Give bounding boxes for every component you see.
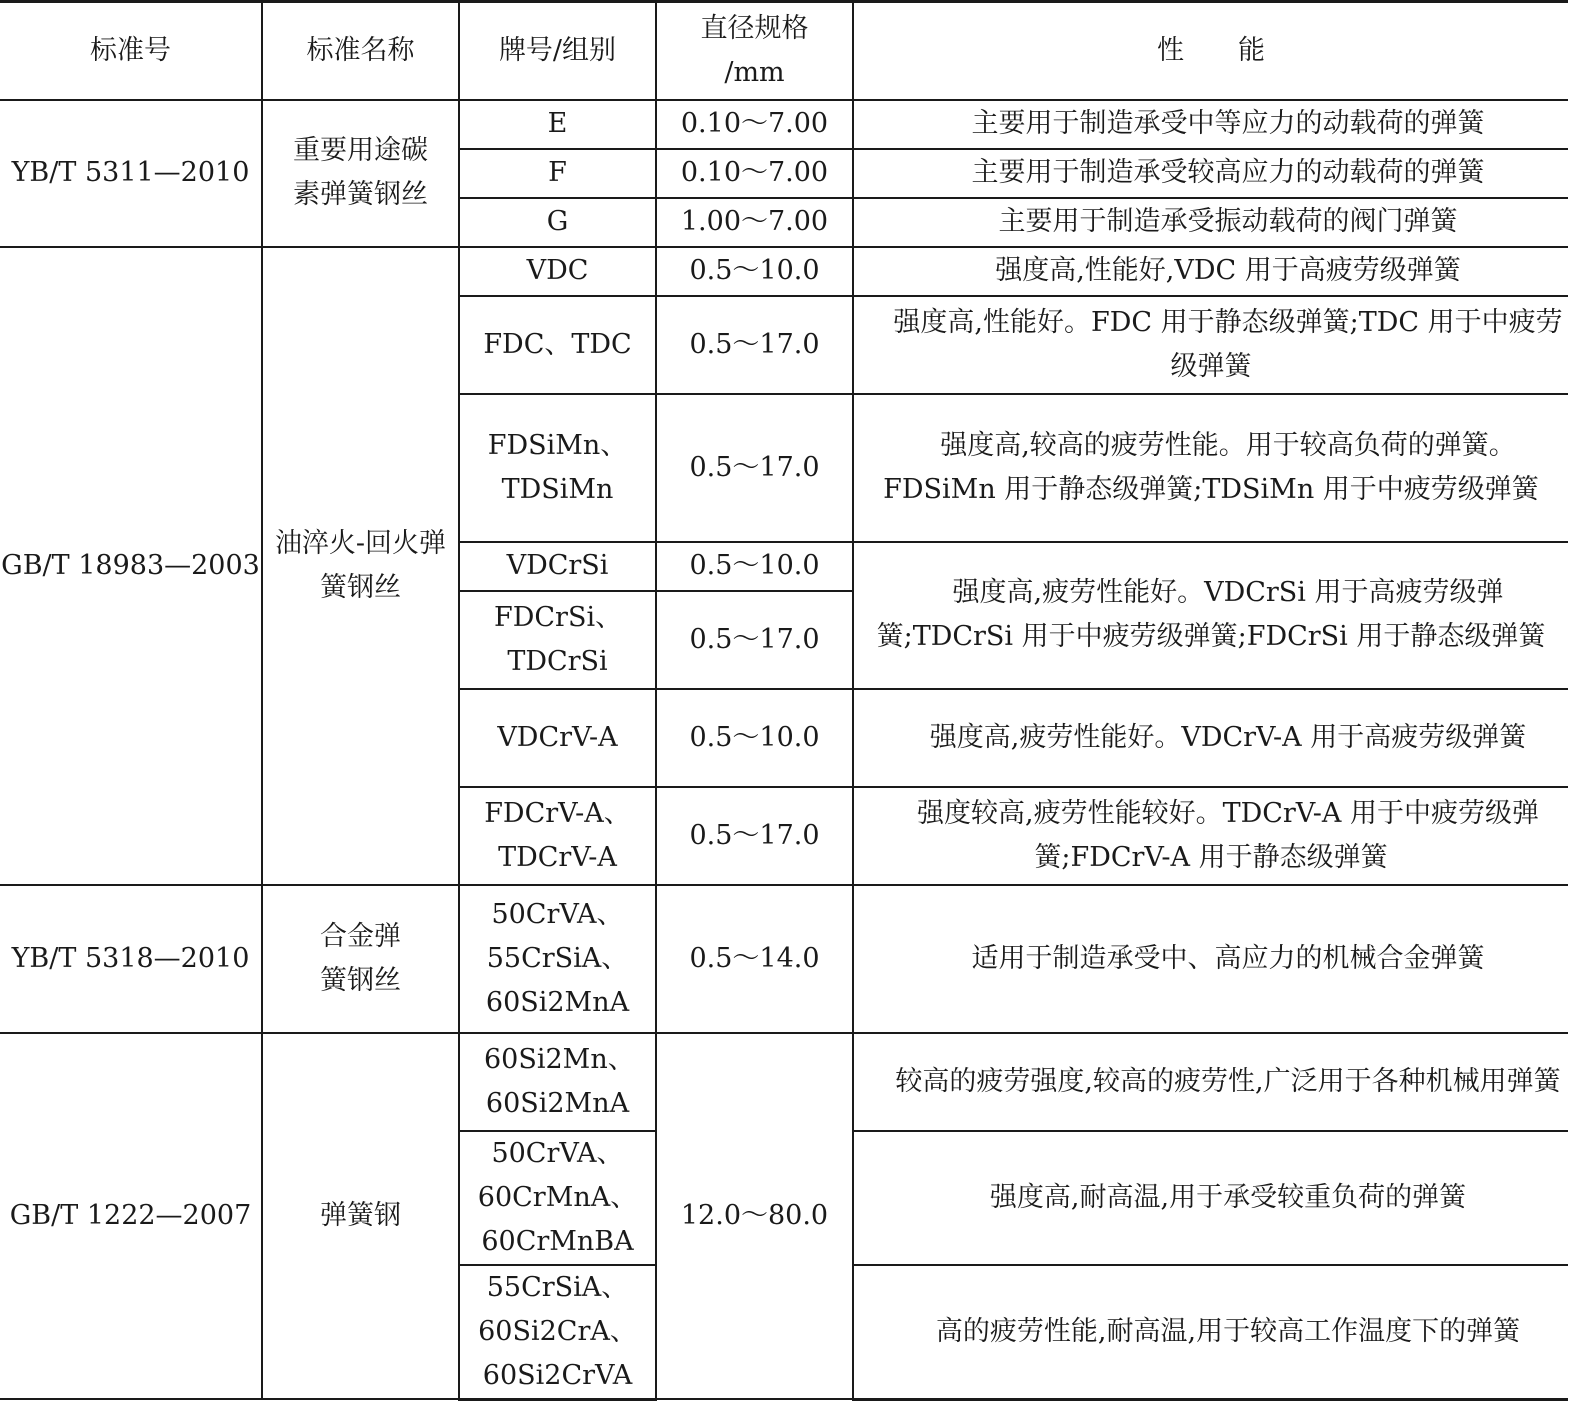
cell-grade: F [459, 149, 656, 198]
cell-performance: 强度高,性能好,VDC 用于高疲劳级弹簧 [853, 247, 1568, 296]
cell-performance: 主要用于制造承受中等应力的动载荷的弹簧 [853, 100, 1568, 149]
cell-diameter: 0.5～17.0 [656, 394, 853, 542]
cell-diameter: 12.0～80.0 [656, 1033, 853, 1400]
cell-performance: 较高的疲劳强度,较高的疲劳性,广泛用于各种机械用弹簧 [853, 1033, 1568, 1131]
cell-grade: VDCrSi [459, 542, 656, 591]
cell-grade: VDCrV-A [459, 689, 656, 787]
cell-performance: 强度较高,疲劳性能较好。TDCrV-A 用于中疲劳级弹簧;FDCrV-A 用于静态级弹簧 [853, 787, 1568, 885]
cell-standard-no: GB/T 18983—2003 [0, 247, 262, 885]
cell-performance: 主要用于制造承受较高应力的动载荷的弹簧 [853, 149, 1568, 198]
cell-performance: 强度高,耐高温,用于承受较重负荷的弹簧 [853, 1131, 1568, 1265]
table-row [0, 100, 1568, 149]
cell-performance: 主要用于制造承受振动载荷的阀门弹簧 [853, 198, 1568, 247]
cell-diameter: 0.5～10.0 [656, 542, 853, 591]
cell-grade: 50CrVA、55CrSiA、60Si2MnA [459, 885, 656, 1033]
cell-grade: FDSiMn、TDSiMn [459, 394, 656, 542]
cell-performance: 强度高,疲劳性能好。VDCrV-A 用于高疲劳级弹簧 [853, 689, 1568, 787]
table-header-row [0, 2, 1568, 100]
table-row [0, 247, 1568, 296]
cell-performance: 高的疲劳性能,耐高温,用于较高工作温度下的弹簧 [853, 1265, 1568, 1400]
header-standard-no: 标准号 [0, 2, 262, 100]
cell-diameter: 0.5～17.0 [656, 787, 853, 885]
cell-standard-no: YB/T 5318—2010 [0, 885, 262, 1033]
cell-grade: 50CrVA、60CrMnA、60CrMnBA [459, 1131, 656, 1265]
cell-diameter: 0.5～10.0 [656, 689, 853, 787]
cell-standard-name: 弹簧钢 [262, 1033, 459, 1400]
cell-performance: 强度高,较高的疲劳性能。用于较高负荷的弹簧。FDSiMn 用于静态级弹簧;TDSiMn 用于中疲劳级弹簧 [853, 394, 1568, 542]
cell-standard-name: 重要用途碳素弹簧钢丝 [262, 100, 459, 247]
cell-performance: 适用于制造承受中、高应力的机械合金弹簧 [853, 885, 1568, 1033]
cell-standard-name: 合金弹簧钢丝 [262, 885, 459, 1033]
cell-grade: FDCrSi、TDCrSi [459, 591, 656, 689]
cell-grade: 60Si2Mn、60Si2MnA [459, 1033, 656, 1131]
cell-diameter: 0.5～10.0 [656, 247, 853, 296]
cell-performance: 强度高,性能好。FDC 用于静态级弹簧;TDC 用于中疲劳级弹簧 [853, 296, 1568, 394]
header-grade: 牌号/组别 [459, 2, 656, 100]
table-row [0, 885, 1568, 1033]
header-standard-name: 标准名称 [262, 2, 459, 100]
cell-grade: FDC、TDC [459, 296, 656, 394]
cell-grade: 55CrSiA、60Si2CrA、60Si2CrVA [459, 1265, 656, 1400]
cell-grade: FDCrV-A、TDCrV-A [459, 787, 656, 885]
cell-diameter: 0.10～7.00 [656, 149, 853, 198]
cell-grade: G [459, 198, 656, 247]
cell-standard-name: 油淬火-回火弹簧钢丝 [262, 247, 459, 885]
header-performance: 性 能 [853, 2, 1568, 100]
cell-diameter: 0.5～17.0 [656, 591, 853, 689]
header-diameter [656, 2, 853, 100]
cell-standard-no: YB/T 5311—2010 [0, 100, 262, 247]
cell-grade: VDC [459, 247, 656, 296]
cell-standard-no: GB/T 1222—2007 [0, 1033, 262, 1400]
cell-diameter: 0.5～14.0 [656, 885, 853, 1033]
table-row [0, 1033, 1568, 1131]
cell-performance: 强度高,疲劳性能好。VDCrSi 用于高疲劳级弹簧;TDCrSi 用于中疲劳级弹簧;FDCrSi 用于静态级弹簧 [853, 542, 1568, 689]
cell-diameter: 0.5～17.0 [656, 296, 853, 394]
cell-diameter: 0.10～7.00 [656, 100, 853, 149]
header-diameter-line2: /mm [724, 56, 785, 88]
cell-diameter: 1.00～7.00 [656, 198, 853, 247]
cell-grade: E [459, 100, 656, 149]
header-diameter-line1: 直径规格 [700, 12, 809, 44]
